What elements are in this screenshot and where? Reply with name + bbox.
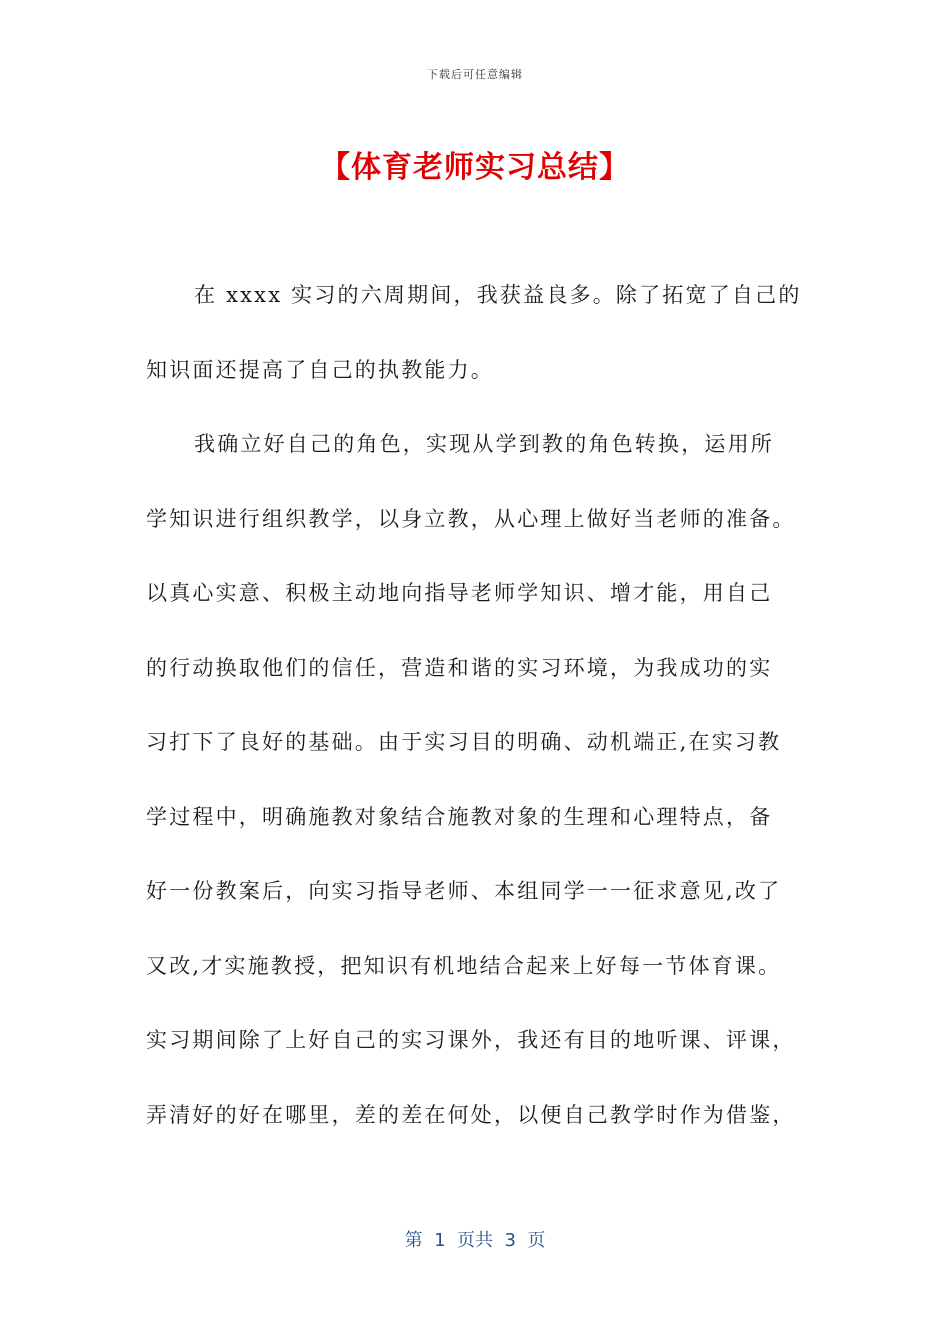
paragraph-line: 习打下了良好的基础。由于实习目的明确、动机端正,在实习教 xyxy=(146,730,782,754)
paragraph-line: 学过程中，明确施教对象结合施教对象的生理和心理特点，备 xyxy=(146,804,773,829)
header-note: 下载后可任意编辑 xyxy=(427,68,523,81)
paragraph-line: 知识面还提高了自己的执教能力。 xyxy=(146,357,494,382)
paragraph-line: 弄清好的好在哪里，差的差在何处，以便自己教学时作为借鉴， xyxy=(146,1102,796,1127)
paragraph-line: 又改,才实施教授，把知识有机地结合起来上好每一节体育课。 xyxy=(146,953,782,978)
paragraph-line: 好一份教案后，向实习指导老师、本组同学一一征求意见,改了 xyxy=(146,879,782,903)
document-body xyxy=(146,270,806,1164)
paragraph-line: 以真心实意、积极主动地向指导老师学知识、增才能，用自己 xyxy=(146,581,773,605)
paragraph-line: 学知识进行组织教学，以身立教，从心理上做好当老师的准备。 xyxy=(146,506,796,531)
paragraph-line: 实习期间除了上好自己的实习课外，我还有目的地听课、评课， xyxy=(146,1028,796,1052)
paragraph-line: 我确立好自己的角色，实现从学到教的角色转换，运用所 xyxy=(194,432,774,456)
page-number: 第 1 页共 3 页 xyxy=(404,1230,546,1251)
paragraph-line: 的行动换取他们的信任，营造和谐的实习环境，为我成功的实 xyxy=(146,655,773,680)
paragraph-line: 在 xxxx 实习的六周期间，我获益良多。除了拓宽了自己的 xyxy=(194,283,802,307)
document-title: 【体育老师实习总结】 xyxy=(320,150,630,185)
